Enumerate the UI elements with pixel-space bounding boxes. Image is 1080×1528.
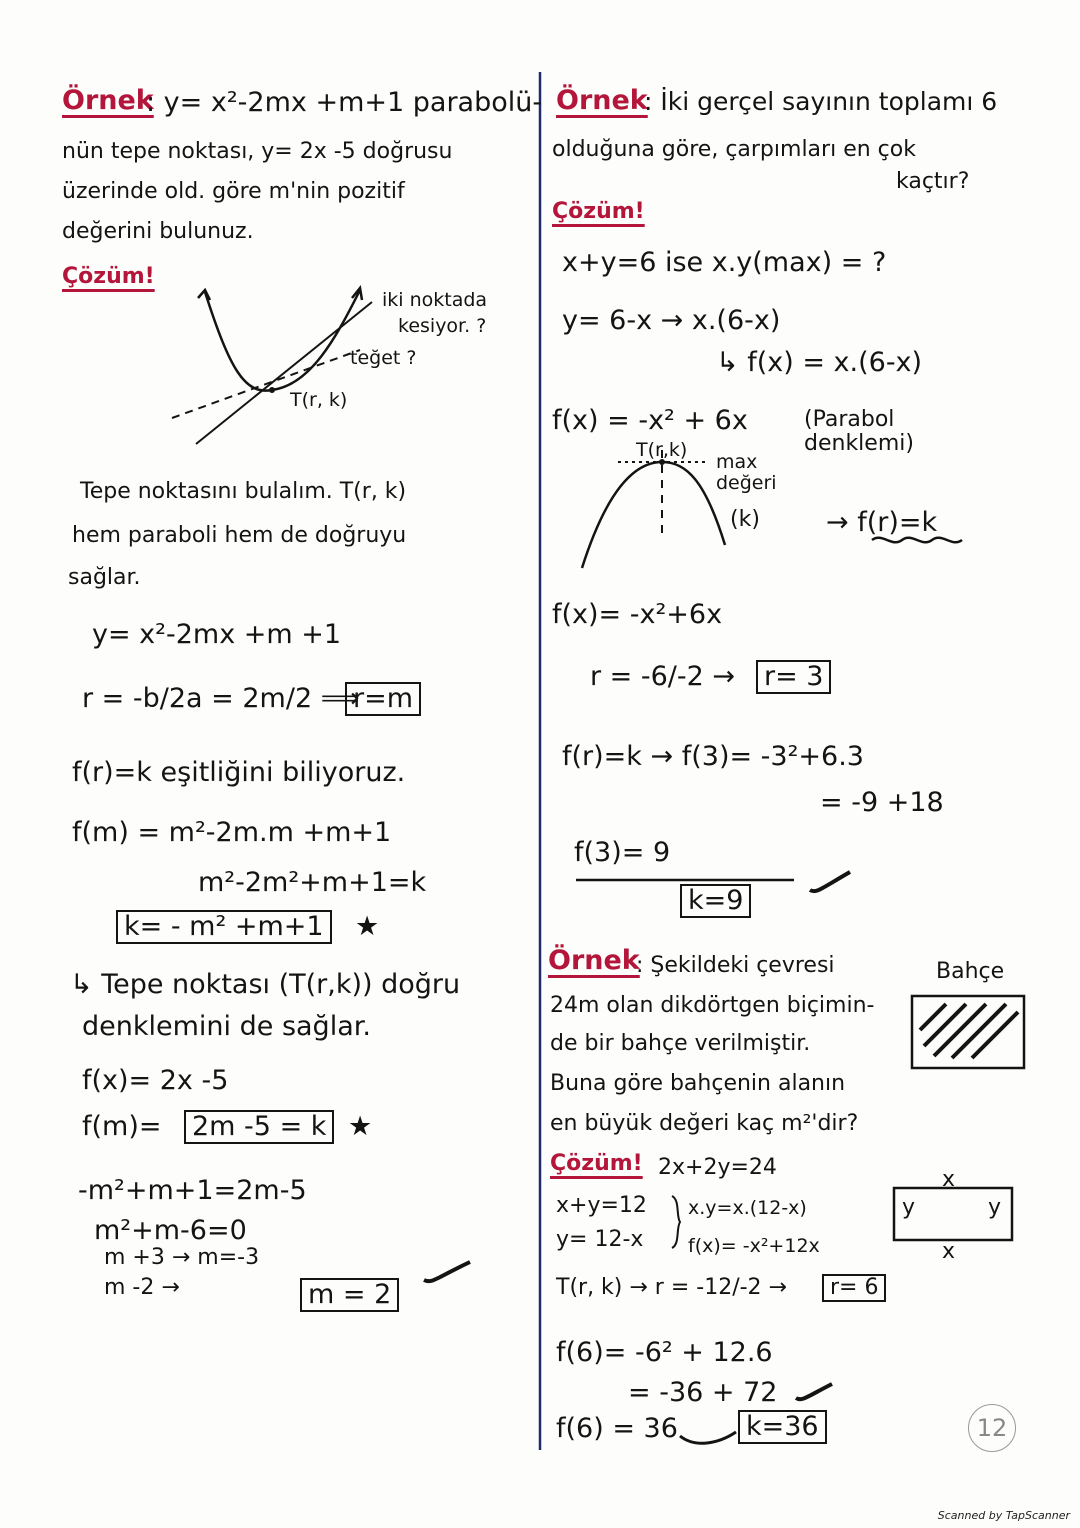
equation: x.y=x.(12-x) (688, 1197, 807, 1219)
example-text-line: : İki gerçel sayının toplamı 6 (644, 87, 998, 116)
equation: f(x) = -x² + 6x (552, 405, 748, 436)
example-label: Örnek (556, 85, 648, 116)
equation: y= 12-x (556, 1227, 644, 1252)
equation: m +3 → m=-3 (104, 1245, 260, 1270)
equation: f(r)=k → f(3)= -3²+6.3 (562, 741, 864, 772)
graph-annotation: kesiyor. ? (398, 315, 487, 337)
equation: x+y=6 ise x.y(max) = ? (562, 247, 887, 278)
boxed-result: k=9 (680, 884, 751, 918)
example-text-line: değerini bulunuz. (62, 219, 254, 244)
example-text-line: : Şekildeki çevresi (636, 953, 835, 978)
solution-label: Çözüm! (62, 264, 155, 289)
page-number: 12 (968, 1404, 1016, 1452)
equation: f(x)= 2x -5 (82, 1065, 229, 1096)
equation: f(6) = 36 (556, 1413, 678, 1444)
solution-label: Çözüm! (550, 1151, 643, 1176)
equation: f(m) = m²-2m.m +m+1 (72, 817, 392, 848)
rectangle-side-label: y (988, 1195, 1002, 1220)
boxed-result: m = 2 (300, 1278, 399, 1312)
solution-text: denklemini de sağlar. (82, 1011, 371, 1042)
equation: f(3)= 9 (574, 837, 671, 868)
boxed-result: r= 6 (822, 1274, 886, 1302)
equation: m²+m-6=0 (94, 1215, 247, 1246)
example-text-line: olduğuna göre, çarpımları en çok (552, 137, 916, 162)
boxed-result: r=m (345, 682, 421, 716)
boxed-result: k= - m² +m+1 (116, 910, 332, 944)
example-label: Örnek (548, 945, 640, 976)
graph-point-label: T(r,k) (636, 439, 688, 461)
equation: y= 6-x → x.(6-x) (562, 305, 781, 336)
boxed-result: k=36 (738, 1410, 827, 1444)
solution-text: ↳ Tepe noktası (T(r,k)) doğru (70, 969, 461, 1000)
example-text-line: Buna göre bahçenin alanın (550, 1071, 846, 1096)
equation: f(r)=k eşitliğini biliyoruz. (72, 757, 406, 788)
equation: 2x+2y=24 (658, 1155, 777, 1180)
graph-annotation: (k) (730, 507, 760, 532)
solution-label: Çözüm! (552, 199, 645, 224)
star-mark: ★ (355, 911, 380, 942)
example-text-line: de bir bahçe verilmiştir. (550, 1031, 811, 1056)
equation: f(x)= -x²+12x (688, 1235, 820, 1257)
equation: x+y=12 (556, 1193, 647, 1218)
example-text-line: : y= x²-2mx +m+1 parabolü- (146, 87, 543, 118)
boxed-result: r= 3 (756, 660, 831, 694)
equation: r = -6/-2 → (590, 661, 736, 692)
graph-annotation: iki noktada (382, 289, 488, 311)
equation: = -36 + 72 (628, 1377, 778, 1408)
equation: r = -b/2a = 2m/2 ⟹ (82, 683, 360, 714)
graph-point-label: T(r, k) (290, 389, 348, 411)
graph-annotation: teğet ? (350, 347, 417, 369)
equation: f(m)= (82, 1111, 162, 1142)
graph-annotation: max değeri (716, 451, 777, 494)
equation: f(x)= -x²+6x (552, 599, 723, 630)
star-mark: ★ (348, 1111, 373, 1142)
solution-text: Tepe noktasını bulalım. T(r, k) (80, 479, 407, 504)
example-label: Örnek (62, 85, 154, 116)
equation: -m²+m+1=2m-5 (78, 1175, 307, 1206)
equation: m -2 → (104, 1275, 180, 1300)
example-text-line: nün tepe noktası, y= 2x -5 doğrusu (62, 139, 453, 164)
rectangle-side-label: y (902, 1195, 916, 1220)
solution-text: hem paraboli hem de doğruyu (72, 523, 407, 548)
equation: T(r, k) → r = -12/-2 → (556, 1275, 787, 1300)
rectangle-side-label: x (942, 1167, 956, 1192)
equation: → f(r)=k (826, 507, 938, 538)
example-text-line: en büyük değeri kaç m²'dir? (550, 1111, 859, 1136)
equation: = -9 +18 (820, 787, 944, 818)
example-text-line: 24m olan dikdörtgen biçimin- (550, 993, 875, 1018)
equation: f(6)= -6² + 12.6 (556, 1337, 773, 1368)
equation: y= x²-2mx +m +1 (92, 619, 342, 650)
garden-label: Bahçe (936, 959, 1005, 984)
equation: ↳ f(x) = x.(6-x) (716, 347, 923, 378)
rectangle-side-label: x (942, 1239, 956, 1264)
scanner-footer: Scanned by TapScanner (937, 1509, 1070, 1522)
example-text-line: kaçtır? (896, 169, 970, 194)
solution-text: sağlar. (68, 565, 141, 590)
equation-note: (Parabol denklemi) (804, 407, 914, 457)
equation: m²-2m²+m+1=k (198, 867, 427, 898)
example-text-line: üzerinde old. göre m'nin pozitif (62, 179, 405, 204)
boxed-result: 2m -5 = k (184, 1110, 334, 1144)
